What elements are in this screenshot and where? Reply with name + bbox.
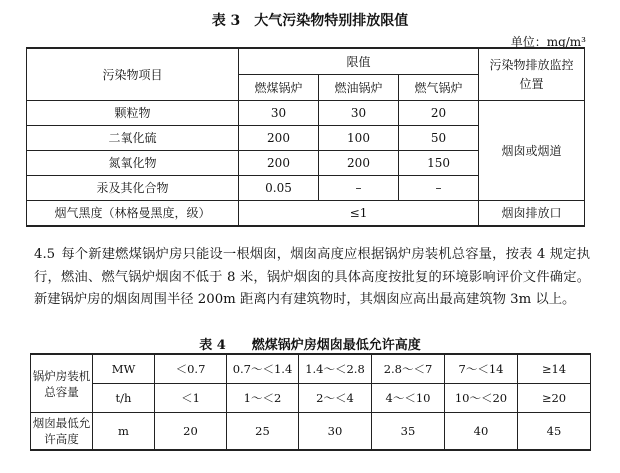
height-cell: 35	[372, 413, 445, 451]
th-cell: 4～＜10	[372, 384, 445, 413]
pollutant-name: 二氧化硫	[27, 126, 239, 151]
paragraph-number: 4.5	[34, 247, 56, 262]
gas-value: –	[399, 176, 479, 201]
height-label: 烟囱最低允许高度	[31, 413, 93, 451]
pollutant-name: 汞及其化合物	[27, 176, 239, 201]
unit-th: t/h	[93, 384, 155, 413]
mw-cell: ≥14	[518, 354, 591, 384]
height-cell: 20	[155, 413, 227, 451]
height-cell: 45	[518, 413, 591, 451]
mw-cell: 1.4～＜2.8	[299, 354, 372, 384]
table4-title: 表 4 燃煤锅炉房烟囱最低允许高度	[199, 338, 421, 353]
mw-cell: ＜0.7	[155, 354, 227, 384]
capacity-label: 锅炉房装机总容量	[31, 354, 93, 413]
coal-value: 30	[239, 101, 319, 126]
header-gas: 燃气锅炉	[399, 75, 479, 101]
coal-value: 0.05	[239, 176, 319, 201]
oil-value: 30	[319, 101, 399, 126]
table3-header-row	[27, 48, 585, 75]
oil-value: –	[319, 176, 399, 201]
coal-value: 200	[239, 151, 319, 176]
oil-value: 200	[319, 151, 399, 176]
blackness-name: 烟气黑度（林格曼黑度，级）	[27, 201, 239, 227]
th-cell: 1～＜2	[227, 384, 299, 413]
th-cell: 10～＜20	[445, 384, 518, 413]
gas-value: 20	[399, 101, 479, 126]
th-cell: ≥20	[518, 384, 591, 413]
table3-title: 表 3 大气污染物特别排放限值	[211, 13, 409, 29]
table-row-mw	[31, 354, 591, 384]
blackness-value: ≤1	[239, 201, 479, 227]
unit-m: m	[93, 413, 155, 451]
header-monitor: 污染物排放监控位置	[479, 48, 585, 101]
gas-value: 50	[399, 126, 479, 151]
height-cell: 25	[227, 413, 299, 451]
table-row-blackness	[27, 201, 585, 227]
th-cell: ＜1	[155, 384, 227, 413]
blackness-monitor: 烟囱排放口	[479, 201, 585, 227]
mw-cell: 2.8～＜7	[372, 354, 445, 384]
table3	[26, 47, 585, 227]
gas-value: 150	[399, 151, 479, 176]
mw-cell: 7～＜14	[445, 354, 518, 384]
table-row	[27, 101, 585, 126]
pollutant-name: 氮氧化物	[27, 151, 239, 176]
height-cell: 40	[445, 413, 518, 451]
paragraph-text: 每个新建燃煤锅炉房只能设一根烟囱，烟囱高度应根据锅炉房装机总容量，按表 4 规定执行，燃油、燃气锅炉烟囱不低于 8 米，锅炉烟囱的具体高度按批复的环境影响评价文件确定。新建锅炉房的烟囱周围半径 200m 距离内有建筑物时，其烟囱应高出最高建筑物 3m 以上。	[34, 247, 590, 308]
table-row-th	[31, 384, 591, 413]
header-oil: 燃油锅炉	[319, 75, 399, 101]
header-coal: 燃煤锅炉	[239, 75, 319, 101]
table4	[30, 353, 591, 451]
paragraph-4-5	[34, 244, 590, 312]
unit-mw: MW	[93, 354, 155, 384]
monitor-location: 烟囱或烟道	[479, 101, 585, 201]
table3-unit: 单位：mg/m³	[510, 35, 586, 49]
mw-cell: 0.7～＜1.4	[227, 354, 299, 384]
header-pollutant: 污染物项目	[27, 48, 239, 101]
pollutant-name: 颗粒物	[27, 101, 239, 126]
coal-value: 200	[239, 126, 319, 151]
th-cell: 2～＜4	[299, 384, 372, 413]
height-cell: 30	[299, 413, 372, 451]
header-limit: 限值	[239, 48, 479, 75]
table-row-height	[31, 413, 591, 451]
oil-value: 100	[319, 126, 399, 151]
